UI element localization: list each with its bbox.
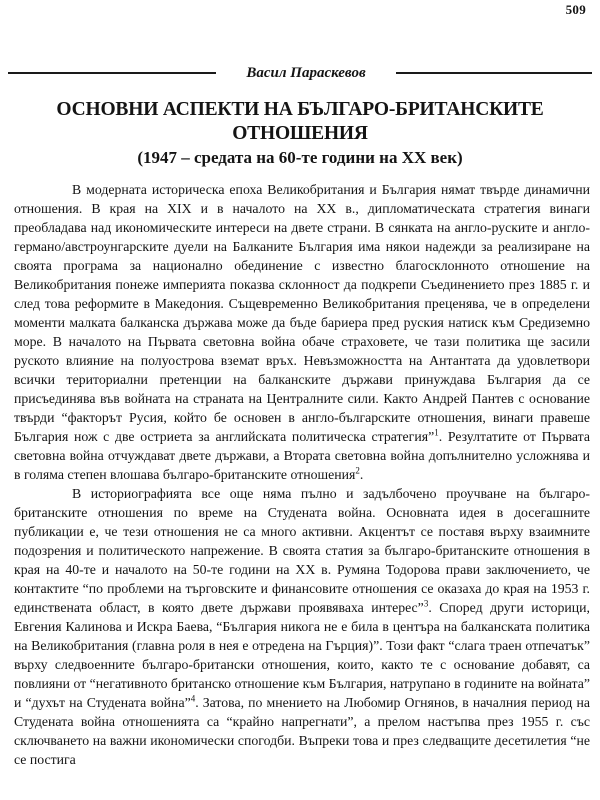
footnote-marker: 1 <box>434 427 439 438</box>
article-subtitle: (1947 – средата на 60-те години на XX век) <box>137 148 463 167</box>
paragraph-text: В модерната историческа епоха Великобритания и България нямат твърде динамични отношения. В края на XIX и в началото на XX в., дипломатическата стратегия винаги преобладава над икономическите интереси на двете страни. В сянката на англо-руските и англо-германо/австроунгарските дуели на Балканите България има някои надежди за реализиране на своята програма за национално обединение с известно благосклонното отношение на Великобритания понеже империята показва склонност да подкрепи Съединението през 1885 г. и след това реформите в Македония. Същевременно Великобритания преценява, че в определени моменти малката балканска държава може да бъде бариера пред руския натиск към Средиземно море. В началото на Първата световна война обаче страховете, че тази политика ще засили руското влияние на полуострова вземат връх. Невъзможността на Антантата да удовлетвори всички териториални претенции на балканските държави принуждава България да се присъединява във войната на страната на Централните сили. Както Андрей Пантев с основание твърди “факторът Русия, който бе основен в англо-българските отношения, винаги правеше България нож с две остриета за английската политическа стратегия” <box>14 182 590 444</box>
paragraph-text: . Според други историци, Евгения Калинова и Искра Баева, “България никога не е била в центъра на балканската политика на Великобритания (главна роля в нея е отредена на Гърция)”. Този факт “слага траен отпечатък” върху следвоенните българо-британски отношения, които, както те с основание добавят, са повлияни от “негативното британско отношение към България, натрупано в годините на войната” и “духът на Студената война” <box>14 600 590 710</box>
paragraph <box>14 484 590 769</box>
page-number: 509 <box>565 2 586 17</box>
paragraph-text: В историографията все още няма пълно и задълбочено проучване на българо-британските отношения по време на Студената война. Основната идея в досегашните публикации е, че тези отношения не са много активни. Акцентът се поставя върху взаимните подозрения и политическото напрежение. В своята статия за българо-британските отношения в края на 40-те и началото на 50-те години на XX в. Румяна Тодорова прави заключението, че контактите “по проблеми на търговските и финансовите отношения се оказаха до края на 1953 г. единствената област, в която двете държави проявяваха интерес” <box>14 486 590 615</box>
author-header <box>8 62 592 84</box>
paragraph <box>14 180 590 484</box>
footnote-marker: 3 <box>423 598 429 609</box>
article-body <box>14 180 590 769</box>
footnote-marker: 2 <box>355 465 360 476</box>
paragraph-text: . Резултатите от Първата световна война отчуждават двете държави, а Втората световна война допълнително усложнява и в голяма степен влошава българо-британските отношения <box>14 429 590 482</box>
footnote-marker: 4 <box>190 693 196 704</box>
author-name: Васил Параскевов <box>246 65 366 81</box>
paragraph-text: . Затова, по мнението на Любомир Огнянов, в началния период на Студената война отношенията са “крайно напрегнати”, а прелом настъпва през 1955 г. със сключването на важни икономически спогодби. Въпреки това и през следващите десетилетия “не се постига <box>14 695 590 767</box>
author-rule-right <box>396 72 592 74</box>
author-rule-left <box>8 72 216 74</box>
article-title: ОСНОВНИ АСПЕКТИ НА БЪЛГАРО-БРИТАНСКИТЕ ОТНОШЕНИЯ <box>56 99 544 144</box>
paragraph-text: . <box>359 467 364 482</box>
